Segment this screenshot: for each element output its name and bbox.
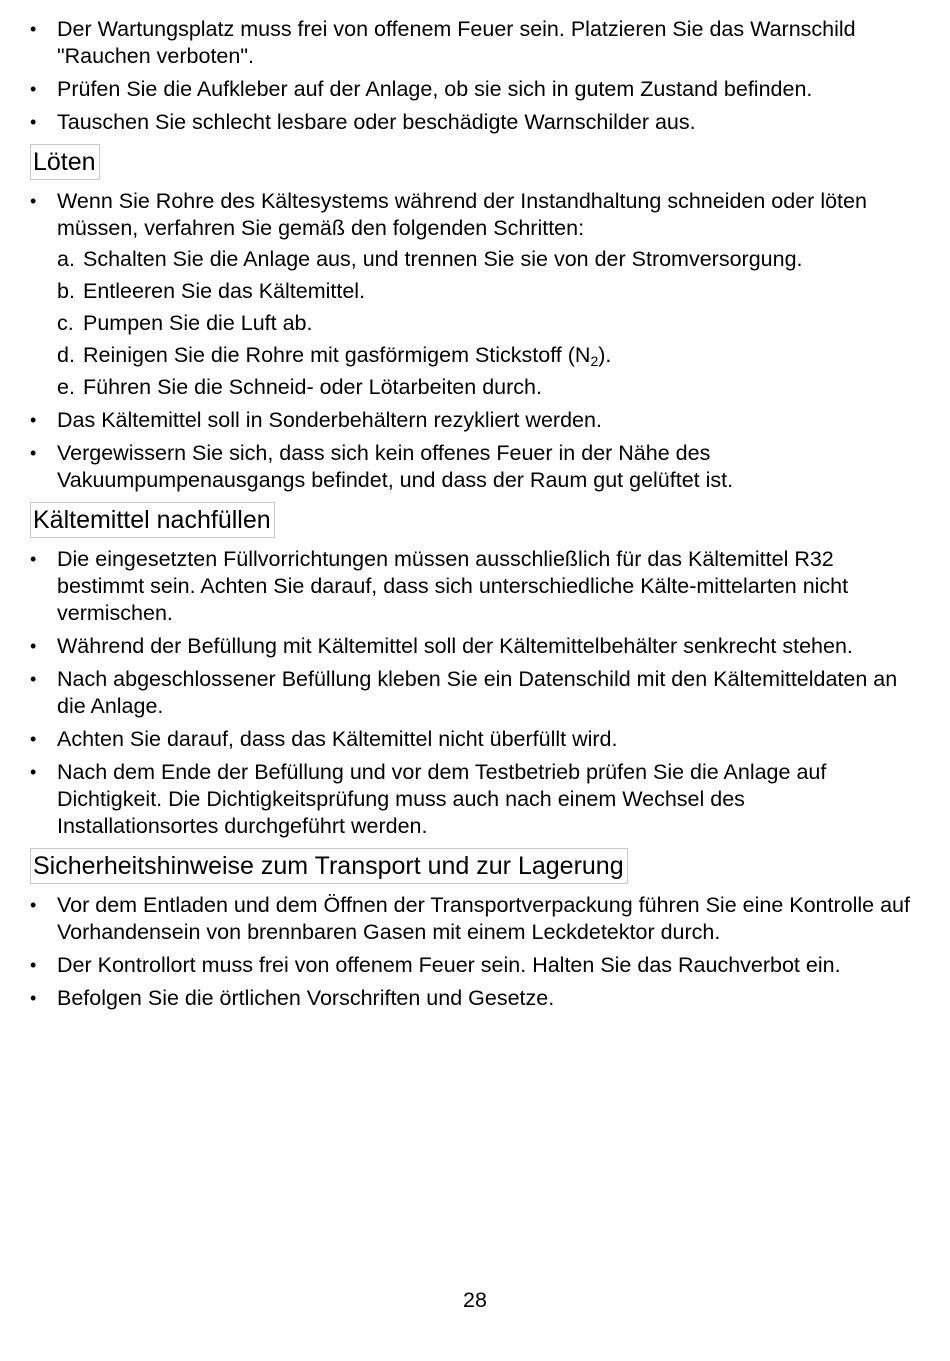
- list-item: • Während der Befüllung mit Kältemittel soll der Kältemittelbehälter senkrecht stehen.: [30, 633, 910, 660]
- step-marker: c.: [57, 311, 74, 335]
- section-heading-loeten: Löten: [30, 144, 100, 180]
- list-item: • Nach abgeschlossener Befüllung kleben Sie ein Datenschild mit den Kältemitteldaten an die Anlage.: [30, 666, 910, 720]
- list-item: • Das Kältemittel soll in Sonderbehältern rezykliert werden.: [30, 407, 910, 434]
- list-item-text: Wenn Sie Rohre des Kältesystems während der Instandhaltung schneiden oder löten müssen, verfahren Sie gemäß den folgenden Schritten:: [57, 189, 867, 240]
- list-item: • Befolgen Sie die örtlichen Vorschriften und Gesetze.: [30, 985, 910, 1012]
- step-item: [57, 246, 910, 273]
- list-item: • Der Kontrollort muss frei von offenem Feuer sein. Halten Sie das Rauchverbot ein.: [30, 952, 910, 979]
- list-item: • Prüfen Sie die Aufkleber auf der Anlage, ob sie sich in gutem Zustand befinden.: [30, 76, 910, 103]
- step-item: [57, 278, 910, 305]
- step-text: Pumpen Sie die Luft ab.: [83, 311, 313, 335]
- list-item: • Der Wartungsplatz muss frei von offenem Feuer sein. Platzieren Sie das Warnschild "Rauchen verboten".: [30, 16, 910, 70]
- section-heading-transport: Sicherheitshinweise zum Transport und zur Lagerung: [30, 848, 628, 884]
- nachfuellen-list: [30, 546, 910, 840]
- step-marker: e.: [57, 375, 75, 399]
- page-number: 28: [463, 1288, 487, 1312]
- loeten-list: [30, 188, 910, 494]
- step-marker: d.: [57, 343, 75, 367]
- step-item: [57, 374, 910, 401]
- transport-list: [30, 892, 910, 1012]
- step-text-end: ).: [598, 343, 612, 367]
- list-item: • Vor dem Entladen und dem Öffnen der Transportverpackung führen Sie eine Kontrolle auf Vorhandensein von brennbaren Gasen mit einem Leckdetektor durch.: [30, 892, 910, 946]
- step-text: Schalten Sie die Anlage aus, und trennen Sie sie von der Stromversorgung.: [83, 247, 803, 271]
- intro-list: [30, 16, 910, 136]
- list-item: • Die eingesetzten Füllvorrichtungen müssen ausschließlich für das Kältemittel R32 bestimmt sein. Achten Sie darauf, dass sich unterschiedliche Kälte-mittelarten nicht vermischen.: [30, 546, 910, 627]
- list-item: • Tauschen Sie schlecht lesbare oder beschädigte Warnschilder aus.: [30, 109, 910, 136]
- list-item: • Nach dem Ende der Befüllung und vor dem Testbetrieb prüfen Sie die Anlage auf Dichtigkeit. Die Dichtigkeitsprüfung muss auch nach einem Wechsel des Installationsortes durchgeführt werden.: [30, 759, 910, 840]
- page-content: [30, 16, 910, 1018]
- steps-list: [57, 246, 910, 401]
- step-marker: b.: [57, 279, 75, 303]
- step-item: [57, 342, 910, 369]
- list-item: • Vergewissern Sie sich, dass sich kein offenes Feuer in der Nähe des Vakuumpumpenausgangs befindet, und dass der Raum gut gelüftet ist.: [30, 440, 910, 494]
- step-marker: a.: [57, 247, 75, 271]
- step-text: Entleeren Sie das Kältemittel.: [83, 279, 366, 303]
- subscript: 2: [590, 353, 599, 369]
- step-text: Reinigen Sie die Rohre mit gasförmigem Stickstoff (N: [83, 343, 591, 367]
- list-item: • Achten Sie darauf, dass das Kältemittel nicht überfüllt wird.: [30, 726, 910, 753]
- step-item: [57, 310, 910, 337]
- list-item: [30, 188, 910, 401]
- section-heading-nachfuellen: Kältemittel nachfüllen: [30, 502, 275, 538]
- step-text: Führen Sie die Schneid- oder Lötarbeiten durch.: [83, 375, 542, 399]
